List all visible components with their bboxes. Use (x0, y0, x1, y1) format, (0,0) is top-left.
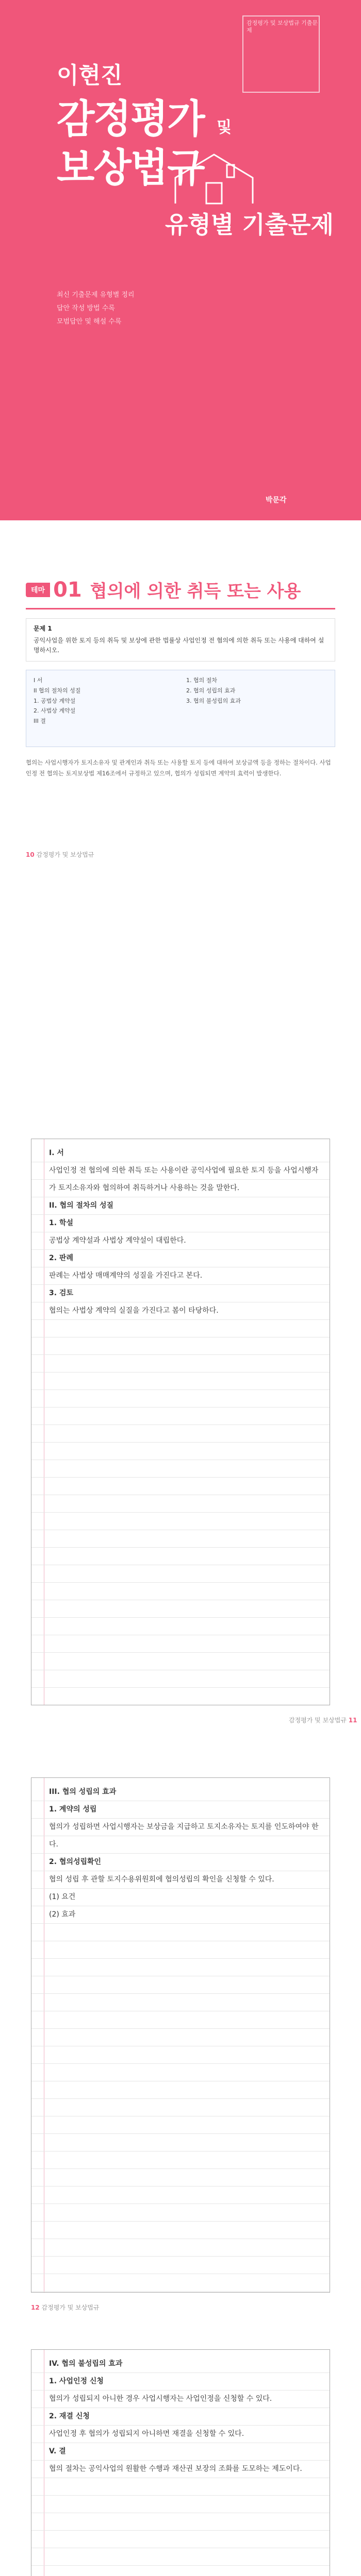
ruled-line (31, 1993, 330, 1994)
ruled-line (31, 2495, 330, 2496)
ruled-line (31, 2133, 330, 2134)
cover-top-label-box (242, 15, 320, 93)
cover-top-label: 감정평가 및 보상법규 기출문제 (247, 20, 318, 34)
house-icon (170, 149, 258, 206)
answer-outline-right (186, 675, 331, 706)
question-text: 공익사업을 위한 토지 등의 취득 및 보상에 관한 법률상 사업인정 전 협의에 의한 취득 또는 사용에 대하여 설명하시오. (34, 637, 324, 654)
page-number-right (289, 1716, 357, 1724)
ruled-line (31, 1958, 330, 1959)
outline-item: II 협의 절차의 성질 (34, 687, 81, 694)
page-number: 10 (26, 851, 35, 858)
explanation-text: 협의는 사업시행자가 토지소유자 및 관계인과 취득 또는 사용할 토지 등에 대하여 보상금액 등을 정하는 절차이다. 사업인정 전 협의는 토지보상법 제16조에서 규정하고 있으며, 협의가 성립되면 계약의 효력이 발생한다. (26, 759, 331, 777)
cover-subtitle: 유형별 기출문제 (165, 211, 334, 239)
cover-info-line: 최신 기출문제 유형별 정리 (57, 291, 135, 299)
ruled-line (31, 2168, 330, 2169)
ruled-line (31, 2460, 330, 2461)
chapter-title: 협의에 의한 취득 또는 사용 (90, 581, 301, 602)
outline-item: 1. 협의 절차 (186, 677, 217, 684)
lined-page-13 (0, 2334, 361, 2576)
answer-line: 3. 검토 (49, 1289, 73, 1297)
ruled-line (31, 1284, 330, 1285)
ruled-line (31, 2028, 330, 2029)
ruled-line (31, 2221, 330, 2222)
answer-sheet-text (49, 2355, 321, 2478)
answer-outline-left (34, 675, 178, 726)
ruled-line (31, 1477, 330, 1478)
chapter-tag: 테마 (26, 583, 50, 597)
answer-line: 2. 재결 신청 (49, 2412, 90, 2420)
lined-page-12 (0, 1762, 361, 2334)
running-footer: 감정평가 및 보상법규 (36, 851, 94, 858)
ruled-line (31, 1407, 330, 1408)
ruled-line (31, 2186, 330, 2187)
cover-publisher: 박문각 (266, 496, 287, 504)
ruled-line (31, 1389, 330, 1390)
ruled-line (31, 1214, 330, 1215)
cover-title-conj: 및 (217, 118, 231, 137)
answer-line: 협의는 사법상 계약의 실질을 가진다고 봄이 타당하다. (49, 1307, 219, 1315)
ruled-line (31, 1617, 330, 1618)
answer-line: IV. 협의 불성립의 효과 (49, 2360, 123, 2368)
outline-item: III 결 (34, 718, 46, 725)
answer-outline-box (26, 670, 335, 747)
answer-line: 협의가 성립되지 아니한 경우 사업시행자는 사업인정을 신청할 수 있다. (49, 2395, 272, 2403)
answer-line: (2) 효과 (49, 1910, 76, 1919)
answer-line: 1. 계약의 성립 (49, 1805, 97, 1814)
page-number-left (26, 850, 94, 859)
chapter-header (26, 577, 301, 602)
answer-sheet (31, 1139, 330, 1705)
outline-item: 3. 협의 불성립의 효과 (186, 697, 241, 704)
ruled-line (31, 1888, 330, 1889)
ruled-line (31, 1923, 330, 1924)
ruled-line (31, 1249, 330, 1250)
answer-sheet (31, 1777, 330, 2293)
cover-info-line: 모범답안 및 해설 수록 (57, 318, 122, 326)
ruled-line (31, 2291, 330, 2292)
outline-item: 2. 협의 성립의 효과 (186, 687, 236, 694)
answer-line: 판례는 사법상 매매계약의 성질을 가진다고 본다. (49, 1272, 203, 1280)
answer-line: 공법상 계약설과 사법상 계약설이 대립한다. (49, 1236, 186, 1245)
answer-line: 협의 성립 후 관할 토지수용위원회에 협의성립의 확인을 신청할 수 있다. (49, 1875, 274, 1884)
ruled-line (31, 1547, 330, 1548)
answer-line: 1. 사업인정 신청 (49, 2377, 104, 2385)
running-footer: 감정평가 및 보상법규 (289, 1717, 347, 1724)
ruled-line (31, 1354, 330, 1355)
cover-title-main: 감정평가 (57, 96, 204, 142)
ruled-line (31, 1582, 330, 1583)
front-cover (0, 0, 361, 520)
intro-spread (0, 520, 361, 1118)
cover-info-list (57, 289, 135, 329)
ruled-line (31, 1652, 330, 1653)
ruled-line (31, 1687, 330, 1688)
question-title: 문제 1 (34, 625, 52, 632)
ruled-line (31, 2530, 330, 2531)
outline-item: I 서 (34, 677, 43, 684)
answer-line: 사업인정 전 협의에 의한 취득 또는 사용이란 공익사업에 필요한 토지 등을 사업시행자가 토지소유자와 협의하여 취득하거나 사용하는 것을 말한다. (49, 1166, 319, 1192)
answer-line: 2. 판례 (49, 1254, 73, 1262)
answer-line: 협의가 성립하면 사업시행자는 보상금을 지급하고 토지소유자는 토지를 인도하여야 한다. (49, 1823, 319, 1849)
lined-page-11 (0, 1118, 361, 1762)
cover-title-line1 (57, 88, 231, 144)
outline-item: 1. 공법상 계약설 (34, 697, 76, 704)
ruled-line (31, 1853, 330, 1854)
answer-line: V. 결 (49, 2447, 66, 2455)
answer-line: 1. 학설 (49, 1219, 73, 1227)
question-box (26, 618, 335, 662)
cover-author: 이현진 (57, 62, 123, 89)
answer-line: 사업인정 후 협의가 성립되지 아니하면 재결을 신청할 수 있다. (49, 2430, 244, 2438)
answer-line: III. 협의 성립의 효과 (49, 1788, 117, 1796)
ruled-line (31, 2372, 330, 2373)
ruled-line (31, 1442, 330, 1443)
ruled-line (31, 2063, 330, 2064)
ruled-line (31, 2098, 330, 2099)
cover-title-line2: 보상법규 (57, 145, 204, 191)
cover-info-line: 답안 작성 방법 수록 (57, 304, 115, 312)
page-number: 12 (31, 2304, 40, 2311)
answer-line: II. 협의 절차의 성질 (49, 1201, 114, 1210)
ruled-line (31, 2390, 330, 2391)
answer-line: (1) 요건 (49, 1893, 76, 1901)
ruled-line (31, 1512, 330, 1513)
answer-line: I. 서 (49, 1149, 64, 1157)
ruled-line (31, 1818, 330, 1819)
ruled-line (31, 2425, 330, 2426)
running-footer: 감정평가 및 보상법규 (41, 2304, 100, 2311)
answer-line: 2. 협의성립확인 (49, 1858, 102, 1866)
answer-sheet (31, 2349, 330, 2576)
answer-line: 협의 절차는 공익사업의 원활한 수행과 재산권 보장의 조화를 도모하는 제도이다. (49, 2465, 302, 2473)
outline-item: 2. 사법상 계약설 (34, 707, 76, 715)
chapter-number: 01 (53, 578, 82, 602)
ruled-line (31, 2256, 330, 2257)
ruled-line (31, 1319, 330, 1320)
page-number: 11 (348, 1717, 357, 1724)
ruled-line (31, 1179, 330, 1180)
ruled-line (31, 2565, 330, 2566)
chapter-divider (26, 608, 335, 609)
page-number-left (31, 2303, 100, 2312)
